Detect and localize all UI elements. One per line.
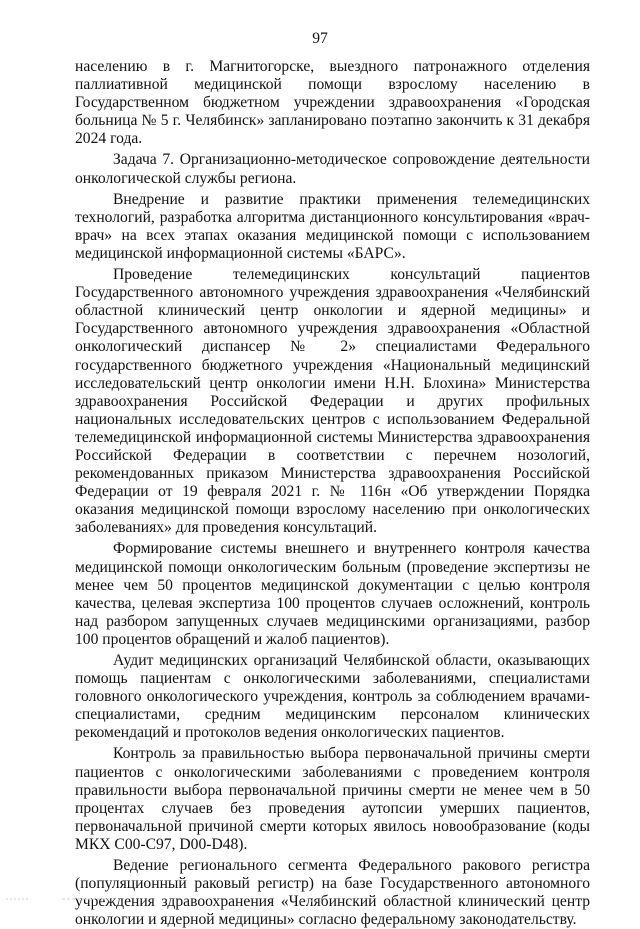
paragraph-telemedicine-implementation: Внедрение и развитие практики применения телемедицинских технологий, разработка алгоритма дистанционного консультирования «врач-врач» на всех этапах оказания медицинской помощи с использованием медицинской информационной системы «БАРС». xyxy=(75,190,590,262)
paragraph-audit: Аудит медицинских организаций Челябинской области, оказывающих помощь пациентам с онкологическими заболеваниями, специалистами головного онкологического учреждения, контроль за соблюдением врачами-специалистами, средним медицинским персоналом клинических рекомендаций и протоколов ведения онкологических пациентов. xyxy=(75,652,590,742)
paragraph-cause-of-death-control: Контроль за правильностью выбора первоначальной причины смерти пациентов с онкологическими заболеваниями с проведением контроля правильности выбора первоначальной причины смерти не менее чем в 50 процентах случаев без проведения аутопсии умерших пациентов, первоначальной причиной смерти которых явилось новообразование (коды МКХ С00-С97, D00-D48). xyxy=(75,745,590,853)
paragraph-cancer-registry: Ведение регионального сегмента Федерального ракового регистра (популяционный раковый регистр) на базе Государственного автономного учреждения здравоохранения «Челябинский областной клинический центр онкологии и ядерной медицины» согласно федеральному законодательству. xyxy=(75,857,590,929)
paragraph-task-7: Задача 7. Организационно-методическое сопровождение деятельности онкологической службы региона. xyxy=(75,151,590,187)
scan-artifact-marks xyxy=(0,888,640,905)
page-number: 97 xyxy=(312,30,328,47)
paragraph-telemedicine-consultations: Проведение телемедицинских консультаций пациентов Государственного автономного учреждения здравоохранения «Челябинский областной клинический центр онкологии и ядерной медицины» и Государственного автономного учреждения здравоохранения «Областной онкологический диспансер № 2» специалистами Федерального государственного бюджетного учреждения «Национальный медицинский исследовательский центр онкологии имени Н.Н. Блохина» Министерства здравоохранения Российской Федерации и других профильных национальных исследовательских центров с использованием Федеральной телемедицинской информационной системы Министерства здравоохранения Российской Федерации в соответствии с перечнем нозологий, рекомендованных приказом Министерства здравоохранения Российской Федерации от 19 февраля 2021 г. № 116н «Об утверждении Порядка оказания медицинской помощи взрослому населению при онкологических заболеваниях» для проведения консультаций. xyxy=(75,266,590,537)
document-body xyxy=(75,58,590,929)
paragraph-quality-control-system: Формирование системы внешнего и внутреннего контроля качества медицинской помощи онкологическим больным (проведение экспертизы не менее чем 50 процентов медицинской документации с целью контроля качества, целевая экспертиза 100 процентов случаев осложнений, контроль над разбором запущенных случаев медицинскими организациями, разбор 100 процентов обращений и жалоб пациентов). xyxy=(75,540,590,648)
paragraph-continuation: населению в г. Магнитогорске, выездного патронажного отделения паллиативной медицинской помощи взрослому населению в Государственном бюджетном учреждении здравоохранения «Городская больница № 5 г. Челябинск» запланировано поэтапно закончить к 31 декабря 2024 года. xyxy=(75,58,590,148)
